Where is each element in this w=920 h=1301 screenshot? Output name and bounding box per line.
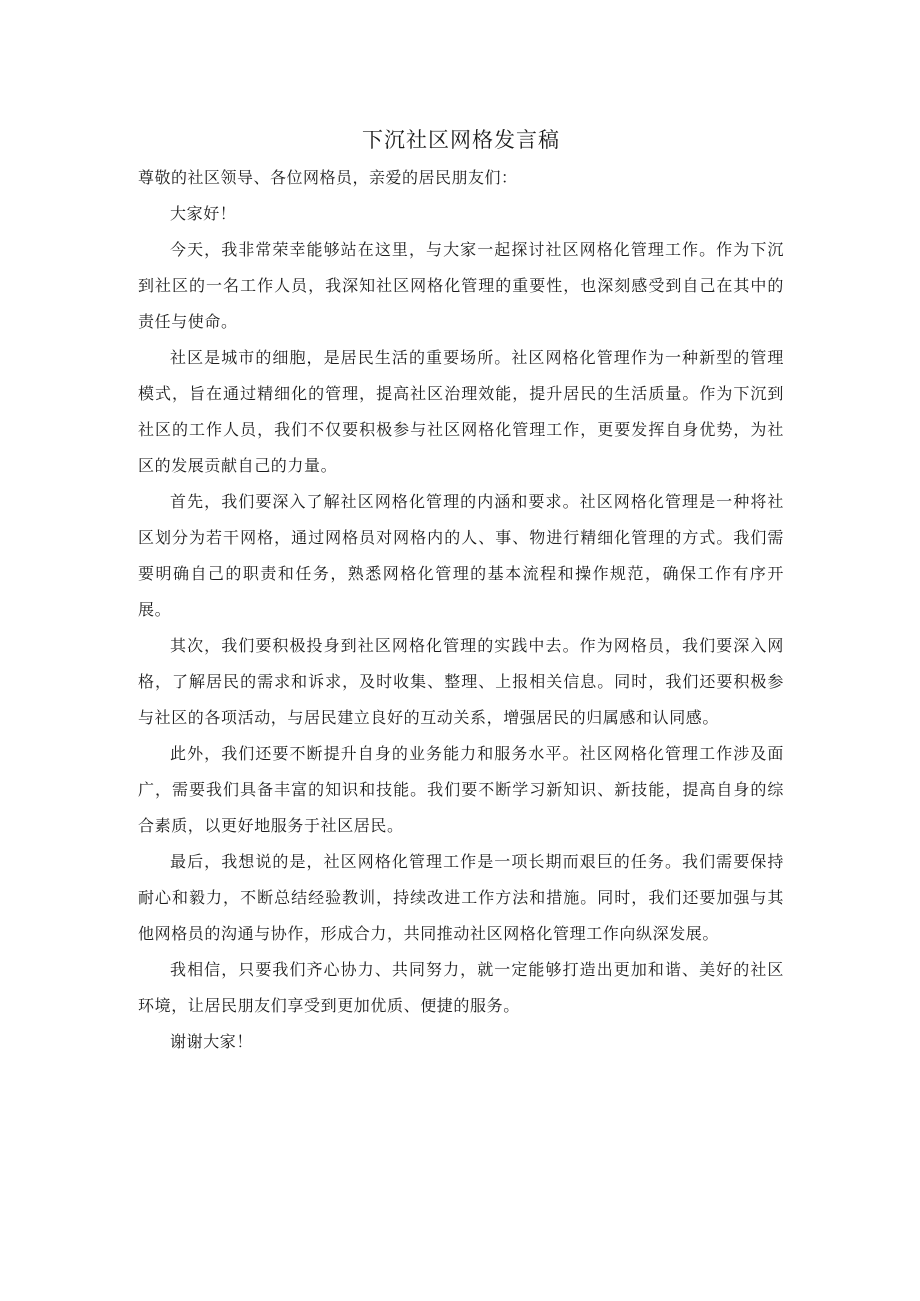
paragraph-community: 社区是城市的细胞，是居民生活的重要场所。社区网格化管理作为一种新型的管理模式，旨在通过精细化的管理，提高社区治理效能，提升居民的生活质量。作为下沉到社区的工作人员，我们不仅要积极参与社区网格化管理工作，更要发挥自身优势，为社区的发展贡献自己的力量。 (138, 348, 784, 475)
paragraph-belief: 我相信，只要我们齐心协力、共同努力，就一定能够打造出更加和谐、美好的社区环境，让居民朋友们享受到更加优质、便捷的服务。 (138, 960, 784, 1015)
paragraph-finally: 最后，我想说的是，社区网格化管理工作是一项长期而艰巨的任务。我们需要保持耐心和毅力，不断总结经验教训，持续改进工作方法和措施。同时，我们还要加强与其他网格员的沟通与协作，形成合力，共同推动社区网格化管理工作向纵深发展。 (138, 852, 784, 943)
salutation: 尊敬的社区领导、各位网格员，亲爱的居民朋友们： (138, 168, 518, 187)
paragraph-greeting: 大家好！ (170, 204, 237, 223)
paragraph-thanks: 谢谢大家！ (170, 1032, 254, 1051)
paragraph-first: 首先，我们要深入了解社区网格化管理的内涵和要求。社区网格化管理是一种将社区划分为若干网格，通过网格员对网格内的人、事、物进行精细化管理的方式。我们需要明确自己的职责和任务，熟悉网格化管理的基本流程和操作规范，确保工作有序开展。 (138, 492, 784, 619)
document-page (138, 120, 784, 1060)
paragraph-additionally: 此外，我们还要不断提升自身的业务能力和服务水平。社区网格化管理工作涉及面广，需要我们具备丰富的知识和技能。我们要不断学习新知识、新技能，提高自身的综合素质，以更好地服务于社区居民。 (138, 744, 784, 835)
document-title: 下沉社区网格发言稿 (362, 128, 560, 152)
paragraph-second: 其次，我们要积极投身到社区网格化管理的实践中去。作为网格员，我们要深入网格，了解居民的需求和诉求，及时收集、整理、上报相关信息。同时，我们还要积极参与社区的各项活动，与居民建立良好的互动关系，增强居民的归属感和认同感。 (138, 636, 784, 727)
paragraph-intro: 今天，我非常荣幸能够站在这里，与大家一起探讨社区网格化管理工作。作为下沉到社区的一名工作人员，我深知社区网格化管理的重要性，也深刻感受到自己在其中的责任与使命。 (138, 240, 784, 331)
